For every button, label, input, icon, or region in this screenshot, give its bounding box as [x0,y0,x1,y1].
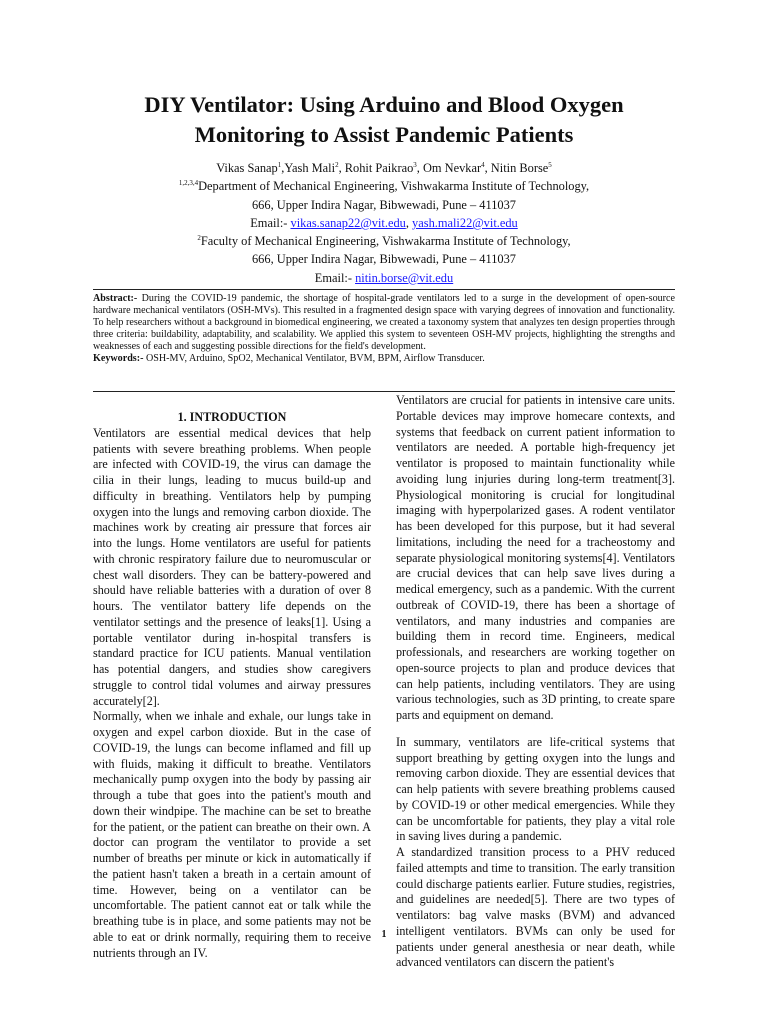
abstract-block [93,293,675,364]
paragraph: Normally, when we inhale and exhale, our lungs take in oxygen and expel carbon dioxide. But in the case of COVID-19, the lungs can become inflamed and fill up with fluids, making it difficult to breathe. Ventilators mechanically pump oxygen into the body by passing air through a tube that goes into the patient's mouth and down their windpipe. The machine can be set to breathe for the patient, or the patient can breathe on their own. A doctor can program the ventilator to provide a set number of breaths per minute or kick in automatically if the patient hasn't taken a breath in a certain amount of time. However, being on a ventilator can be uncomfortable. The patient cannot eat or talk while the breathing tube is in place, and some patients may not be able to eat or drink normally, requiring them to receive nutrients through an IV. [93,709,371,960]
author-2-mark: 2 [335,161,339,169]
keywords-label: Keywords:- [93,352,144,364]
paper-title [40,90,728,150]
abstract-text: During the COVID-19 pandemic, the shortage of hospital-grade ventilators led to a surge in the development of open-source hardware mechanical ventilators (OSH-MVs). This resulted in a fragmented design space with varying degrees of innovation and functionality. To help researchers without a background in biomedical engineering, we created a taxonomy system that analyzes ten design properties through three criteria: buildability, adaptability, and scalability. We applied this system to seventeen OSH-MV projects, highlighting the strengths and weaknesses of each and suggesting possible directions for the field's development. [93,293,675,352]
divider-bottom-left [93,391,675,392]
affiliation-2-text: Faculty of Mechanical Engineering, Vishwakarma Institute of Technology, [200,234,571,249]
author-3: , Rohit Paikrao [338,161,414,175]
author-4: , Om Nevkar [416,161,482,175]
author-4-mark: 4 [481,161,485,169]
affiliation-2-mark: 2 [197,234,201,243]
affiliation-1-mark: 1,2,3,4 [178,179,199,188]
email-label: Email:- [250,215,291,230]
keywords [93,353,675,365]
affiliation-2-line-2: 666, Upper Indira Nagar, Bibwewadi, Pune – 411037 [251,252,516,267]
author-3-mark: 3 [413,161,417,169]
keywords-text: OSH-MV, Arduino, SpO2, Mechanical Ventilator, BVM, BPM, Airflow Transducer. [143,352,485,364]
email-separator: , [405,215,413,230]
author-1: Vikas Sanap [216,161,278,175]
abstract-label: Abstract:- [93,293,138,304]
affiliation-1-line-2: 666, Upper Indira Nagar, Bibwewadi, Pune – 411037 [251,197,516,212]
author-2: ,Yash Mali [281,161,336,175]
divider-top [93,289,675,290]
affiliation-2-line-1 [40,232,728,250]
page-number: 1 [381,929,387,940]
column-right [396,393,675,971]
author-5: , Nitin Borse [484,161,549,175]
section-heading-introduction: 1. INTRODUCTION [177,410,287,424]
abstract [93,293,675,353]
author-block [40,159,728,287]
paragraph: Ventilators are crucial for patients in intensive care units. Portable devices may improve homecare contexts, and systems that feedback on current patient information to ventilators are needed. A portable high-frequency jet ventilator is proposed to maintain functionality while avoiding lung injuries during long-term treatment[3]. Physiological monitoring is crucial for longitudinal imaging with hyperpolarized gases. A rodent ventilator has been developed for this purpose, but it had several limitations, including the need for a tracheostomy and separate physiological monitoring systems[4]. Ventilators are crucial devices that can help save lives during a medical emergency, such as a pandemic. With the current outbreak of COVID-19, there has been a shortage of ventilators, and many industries and companies are building them in record time. Engineers, medical professionals, and researchers are working together on open-source projects to plan and produce devices that can help patients, including ventilators. They are using various technologies, such as 3D printing, to create spare parts and equipment on demand. [396,393,675,722]
affiliation-1-email [40,214,728,232]
email-label: Email:- [314,270,356,285]
column-left [93,410,371,961]
email-link-1[interactable]: vikas.sanap22@vit.edu [290,215,406,230]
affiliation-1-line-1 [40,177,728,195]
title-line-2: Monitoring to Assist Pandemic Patients [194,122,574,147]
paragraph: Ventilators are essential medical devices that help patients with severe breathing problems. When people are infected with COVID-19, the virus can damage the cilia in their lungs, leading to mucus build-up and difficulty in breathing. Ventilators help by pumping oxygen into the lungs and removing carbon dioxide. The machines work by creating air pressure that forces air into the lungs. Home ventilators are useful for patients with chronic respiratory failure due to neuromuscular or chest wall disorders. They can be battery-powered and should have reliable batteries with a duration of over 8 hours. The ventilator battery life depends on the ventilator settings and the presence of leaks[1]. Using a portable ventilator during in-hospital transfers is standard practice for ICU patients. Manual ventilation has potential dangers, and studies show caregivers struggle to control tidal volumes and airway pressures accurately[2]. [93,425,371,708]
email-link-3[interactable]: nitin.borse@vit.edu [355,270,454,285]
paragraph: In summary, ventilators are life-critical systems that support breathing by getting oxygen into the lungs and removing carbon dioxide. They are essential devices that can help patients with severe breathing problems caused by COVID-19 or other medical emergencies. While they can be uncomfortable for patients, they play a vital role in saving lives during a pandemic. [396,734,675,844]
paragraph-gap [396,724,675,735]
email-link-2[interactable]: yash.mali22@vit.edu [412,215,518,230]
paragraph: A standardized transition process to a PHV reduced failed attempts and time to transition. The early transition could discharge patients earlier. Future studies, registries, and guidelines are needed[5]. There are two types of ventilators: bag valve masks (BVM) and advanced intelligent ventilators. BVMs can only be used for patients under general anesthesia or near death, while advanced ventilators can discern the patient's [396,845,675,970]
author-list [40,159,728,177]
affiliation-2-email [40,269,728,287]
title-line-1: DIY Ventilator: Using Arduino and Blood Oxygen [144,92,624,117]
author-5-mark: 5 [548,161,552,169]
author-1-mark: 1 [277,161,282,169]
affiliation-1-text: Department of Mechanical Engineering, Vishwakarma Institute of Technology, [198,179,590,194]
